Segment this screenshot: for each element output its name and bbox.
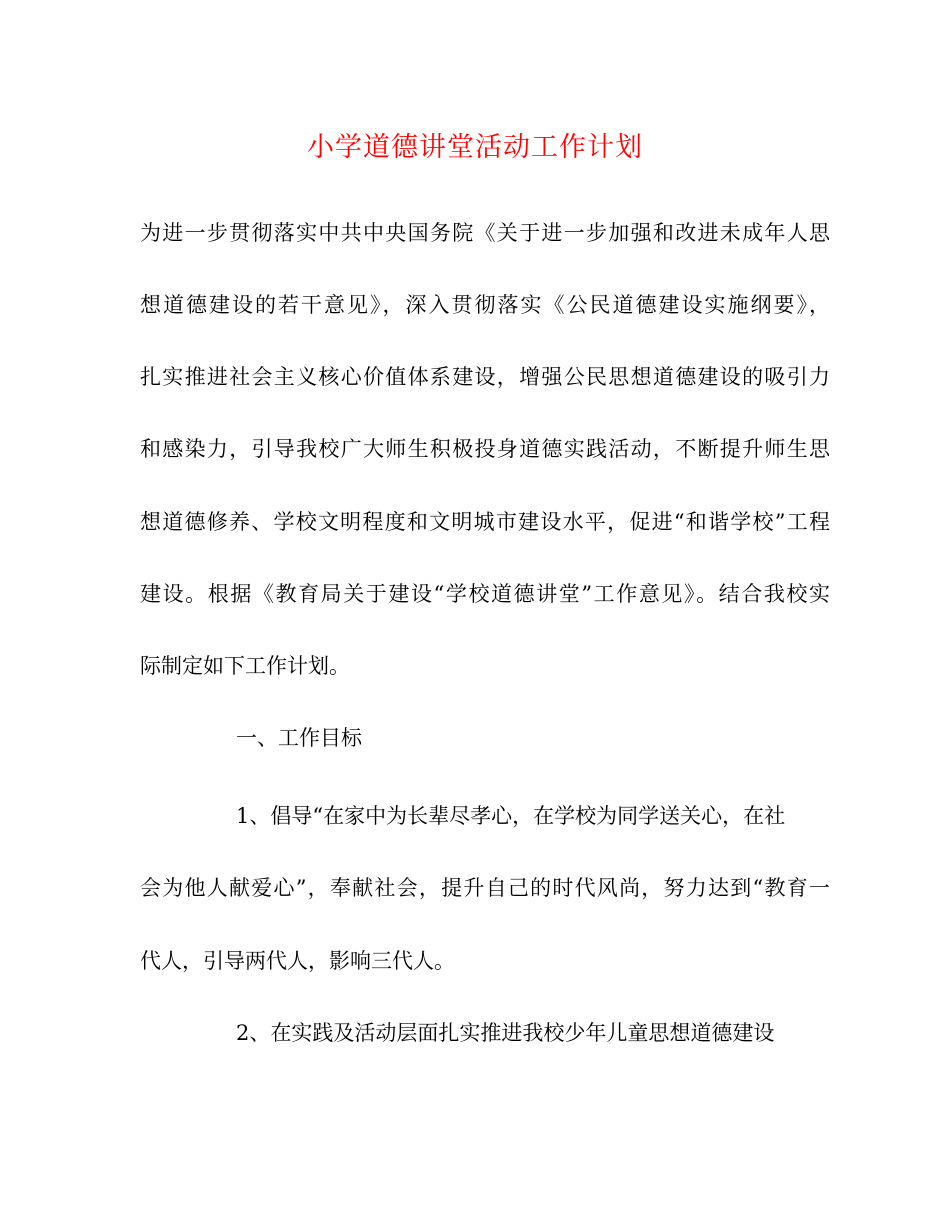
paragraph-line-5: 想道德修养、学校文明程度和文明城市建设水平，促进“和谐学校”工程 xyxy=(140,510,830,534)
document-title: 小学道德讲堂活动工作计划 xyxy=(307,132,643,163)
paragraph-line-1: 为进一步贯彻落实中共中央国务院《关于进一步加强和改进未成年人思 xyxy=(140,221,830,245)
paragraph-line-2: 想道德建设的若干意见》，深入贯彻落实《公民道德建设实施纲要》， xyxy=(140,293,830,317)
paragraph-line-3: 扎实推进社会主义核心价值体系建设，增强公民思想道德建设的吸引力 xyxy=(140,365,830,389)
goal-1-line-3: 代人，引导两代人，影响三代人。 xyxy=(140,949,455,973)
paragraph-line-6: 建设。根据《教育局关于建设“学校道德讲堂”工作意见》。结合我校实 xyxy=(140,582,830,606)
goal-1-line-2: 会为他人献爱心”，奉献社会，提升自己的时代风尚，努力达到“教育一 xyxy=(140,876,830,900)
goal-1-line-1: 1、倡导“在家中为长辈尽孝心，在学校为同学送关心，在社 xyxy=(236,804,786,828)
goal-2-line-1: 2、在实践及活动层面扎实推进我校少年儿童思想道德建设 xyxy=(236,1021,775,1045)
paragraph-line-7: 际制定如下工作计划。 xyxy=(140,654,350,678)
paragraph-line-4: 和感染力，引导我校广大师生积极投身道德实践活动，不断提升师生思 xyxy=(140,437,830,461)
section-heading-goals: 一、工作目标 xyxy=(236,726,362,750)
